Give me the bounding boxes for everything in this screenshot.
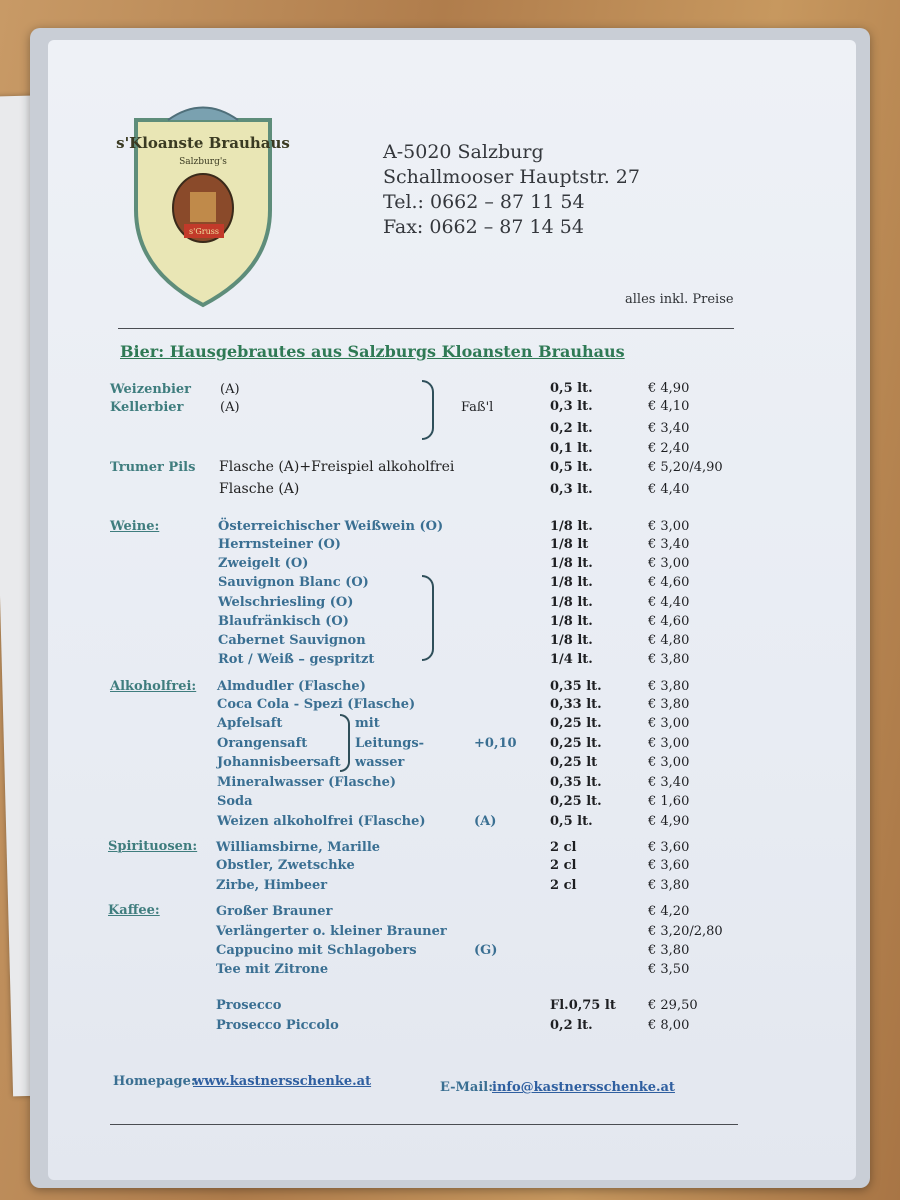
fassl-label: Faß'l [461,400,494,415]
menu-item-qty: 0,5 lt. [550,814,593,829]
category-spirituosen: Spirituosen: [108,839,198,854]
menu-item-qty: 2 cl [550,878,577,893]
address-line: Schallmooser Hauptstr. 27 [383,166,640,188]
menu-item-name: Soda [217,794,253,809]
beer-qty: 0,1 lt. [550,441,593,456]
address-line: A-5020 Salzburg [383,141,544,163]
menu-item-price: € 4,80 [648,633,690,648]
menu-item-name: Orangensaft [217,736,308,751]
svg-text:s'Gruss: s'Gruss [189,227,219,236]
menu-item-name: Welschriesling (O) [218,595,354,610]
beer-price: € 4,10 [648,399,690,414]
menu-item-name: Almdudler (Flasche) [217,679,366,694]
beer-item: Kellerbier [110,400,184,415]
menu-item-qty: 2 cl [550,840,577,855]
menu-item-name: Prosecco Piccolo [216,1018,339,1033]
menu-item-price: € 3,80 [648,652,690,667]
menu-item-qty: 1/8 lt. [550,595,593,610]
beer-qty: 0,2 lt. [550,421,593,436]
menu-item-price: € 3,00 [648,716,690,731]
menu-item-qty: 1/8 lt. [550,575,593,590]
menu-item-price: € 3,80 [648,878,690,893]
footer-rule [110,1124,738,1125]
menu-item-price: € 3,80 [648,679,690,694]
menu-item-price: € 3,80 [648,697,690,712]
menu-item-name: Zweigelt (O) [218,556,309,571]
menu-item-qty: 1/8 lt [550,537,589,552]
menu-item-price: € 3,00 [648,736,690,751]
menu-item-name: Weizen alkoholfrei (Flasche) [217,814,426,829]
brace-icon [422,380,434,440]
homepage-link[interactable]: www.kastnersschenke.at [193,1074,372,1089]
menu-item-name: Cappucino mit Schlagobers [216,943,417,958]
menu-item-qty: 0,2 lt. [550,1018,593,1033]
trumer-desc: Flasche (A) [219,481,300,497]
header-rule [118,328,734,329]
menu-item-name: Apfelsaft [217,716,283,731]
svg-text:s'Kloanste Brauhaus: s'Kloanste Brauhaus [116,134,290,152]
beer-price: € 2,40 [648,441,690,456]
menu-item-price: € 3,60 [648,858,690,873]
category-kaffee: Kaffee: [108,903,160,918]
menu-item-name: Mineralwasser (Flasche) [217,775,397,790]
menu-item-name: Blaufränkisch (O) [218,614,349,629]
menu-item-price: € 4,90 [648,814,690,829]
menu-item-name: Zirbe, Himbeer [216,878,328,893]
trumer-desc: Flasche (A)+Freispiel alkoholfrei [219,459,455,475]
menu-item-qty: 0,25 lt. [550,794,602,809]
menu-item-qty: 0,35 lt. [550,679,602,694]
trumer-qty: 0,3 lt. [550,482,593,497]
menu-item-qty: 1/8 lt. [550,633,593,648]
beer-tag: (A) [220,382,240,397]
menu-item-name: Österreichischer Weißwein (O) [218,519,444,534]
brauhaus-logo [116,100,290,310]
menu-item-qty: 1/8 lt. [550,519,593,534]
menu-item-price: € 3,00 [648,755,690,770]
email-label: E-Mail: [440,1080,494,1095]
mix-note: wasser [355,755,405,770]
menu-item-qty: 1/8 lt. [550,614,593,629]
menu-item-qty: 1/4 lt. [550,652,593,667]
menu-item-name: Cabernet Sauvignon [218,633,366,648]
menu-item-price: € 1,60 [648,794,690,809]
beer-qty: 0,3 lt. [550,399,593,414]
weizen-tag: (A) [474,814,497,829]
homepage-label: Homepage: [113,1074,196,1089]
trumer-price: € 5,20/4,90 [648,460,723,475]
menu-item-price: € 3,00 [648,519,690,534]
menu-item-price: € 4,60 [648,575,690,590]
beer-price: € 4,90 [648,381,690,396]
menu-item-qty: 0,25 lt. [550,736,602,751]
mix-note: Leitungs- [355,736,425,751]
trumer-label: Trumer Pils [110,460,196,475]
menu-item-qty: 0,33 lt. [550,697,602,712]
beer-item: Weizenbier [110,382,192,397]
email-link[interactable]: info@kastnersschenke.at [492,1080,675,1095]
menu-item-qty: 1/8 lt. [550,556,593,571]
phone-line: Tel.: 0662 – 87 11 54 [383,191,585,213]
category-alkoholfrei: Alkoholfrei: [110,679,197,694]
menu-item-price: € 3,80 [648,943,690,958]
menu-item-qty: 0,25 lt [550,755,598,770]
menu-item-price: € 3,40 [648,537,690,552]
brace-icon [422,575,434,661]
category-weine: Weine: [110,519,160,534]
fax-line: Fax: 0662 – 87 14 54 [383,216,584,238]
beer-qty: 0,5 lt. [550,381,593,396]
menu-item-price: € 4,20 [648,904,690,919]
menu-item-price: € 4,60 [648,614,690,629]
svg-text:Salzburg's: Salzburg's [179,157,227,167]
brace-icon [340,714,350,772]
menu-page [48,40,856,1180]
menu-item-name: Tee mit Zitrone [216,962,329,977]
menu-item-price: € 3,60 [648,840,690,855]
menu-item-name: Großer Brauner [216,904,333,919]
mix-note: mit [355,716,380,731]
menu-item-price: € 3,00 [648,556,690,571]
menu-item-name: Rot / Weiß – gespritzt [218,652,375,667]
menu-item-name: Sauvignon Blanc (O) [218,575,369,590]
menu-item-price: € 8,00 [648,1018,690,1033]
menu-item-price: € 4,40 [648,595,690,610]
mix-surcharge: +0,10 [474,736,517,751]
menu-item-price: € 3,50 [648,962,690,977]
beer-tag: (A) [220,400,240,415]
trumer-qty: 0,5 lt. [550,460,593,475]
menu-item-qty: 2 cl [550,858,577,873]
beer-price: € 3,40 [648,421,690,436]
menu-item-price: € 29,50 [648,998,698,1013]
page-title: Bier: Hausgebrautes aus Salzburgs Kloansten Brauhaus [120,342,625,361]
menu-item-name: Johannisbeersaft [217,755,341,770]
menu-item-name: Williamsbirne, Marille [216,840,381,855]
menu-item-name: Verlängerter o. kleiner Brauner [216,924,447,939]
menu-item-price: € 3,20/2,80 [648,924,723,939]
menu-item-name: Prosecco [216,998,282,1013]
menu-item-name: Coca Cola - Spezi (Flasche) [217,697,416,712]
price-note: alles inkl. Preise [625,292,734,307]
cappucino-tag: (G) [474,943,498,958]
menu-item-qty: 0,25 lt. [550,716,602,731]
menu-item-name: Obstler, Zwetschke [216,858,355,873]
menu-item-qty: Fl.0,75 lt [550,998,616,1013]
trumer-price: € 4,40 [648,482,690,497]
menu-item-qty: 0,35 lt. [550,775,602,790]
menu-item-price: € 3,40 [648,775,690,790]
menu-item-name: Herrnsteiner (O) [218,537,341,552]
